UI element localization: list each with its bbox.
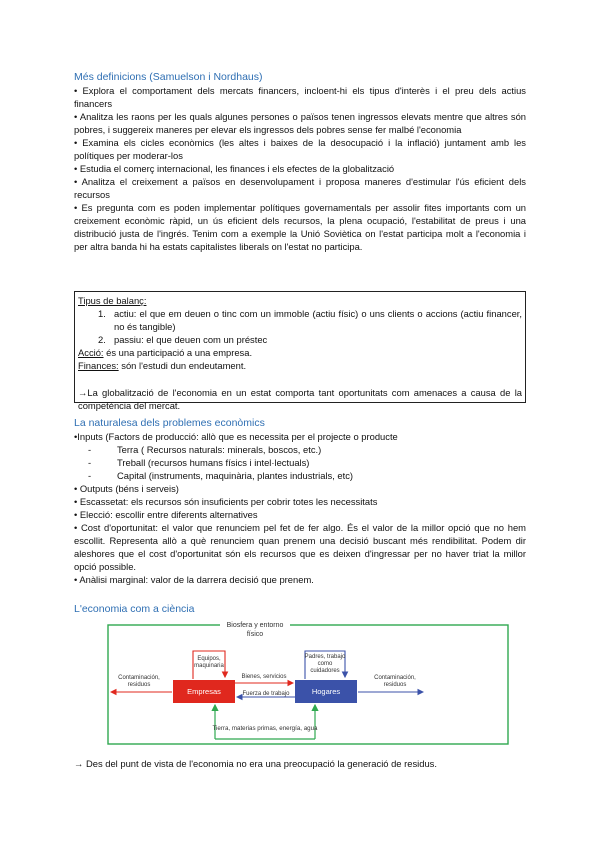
inputs-item: •Inputs (Factors de producció: allò que es necessita per el projecte o producte [74,431,398,442]
contaminacion-left-label-2: residuos [127,682,151,688]
bullet-item: • Elecció: escollir entre diferents alternatives [74,509,258,520]
box-title: Tipus de balanç: [78,295,147,306]
section-title-definitions: Més definicions (Samuelson i Nordhaus) [74,71,263,83]
factor-text: Capital (instruments, maquinària, plantes industrials, etc) [117,470,354,481]
box-note: →La globalització de l'economia en un estat comporta tant oportunitats com amenaces a causa de la competència del mercat. [78,387,522,411]
accio-label: Acció: [78,347,104,358]
factor-item: - Capital (instruments, maquinària, plantes industrials, etc) [88,470,354,481]
maquinaria-label: maquinaria [194,663,224,669]
box-list-item [78,307,522,333]
definition-item: • Analitza el creixement a països en desenvolupament i proposa maneres d'estimular l'ús eficient dels recursos [74,176,526,200]
tierra-label: Tierra, materias primas, energía, agua [212,725,318,732]
contaminacion-right-label-2: residuos [383,682,407,688]
economy-flow-diagram [84,617,536,747]
biosphere-label-2: físico [246,631,264,638]
definition-item: • Examina els cicles econòmics (les altes i baixes de la desocupació i la inflació) juntament amb les polítiques per moderar-los [74,137,526,161]
box-list-item [78,333,522,346]
equipos-label: Equipos, [197,656,221,662]
box-list-text: passiu: el que deuen com un préstec [114,334,268,345]
factor-item: - Terra ( Recursos naturals: minerals, boscos, etc.) [88,444,322,455]
bullet-item: • Anàlisi marginal: valor de la darrera decisió que prenem. [74,574,314,585]
bullet-item: • Cost d'oportunitat: el valor que renunciem pel fet de fer algo. És el valor de la millor opció que no hem escollit. Representa allò a què renunciem quan prenem una decisió buscant més rendibilitat. Podem dir aleshores que el cost d'oportunitat són els recursos que es deixen d'ingressar per no haver triat la millor opció possible. [74,522,526,572]
padres-label-3: cuidadores [310,668,340,674]
empresas-label: Empresas [187,687,221,696]
padres-label-2: como [317,661,333,667]
definition-item: • Estudia el comerç internacional, les finances i els efectes de la globalització [74,163,395,174]
biosphere-label: Biosfera y entorno [226,622,284,629]
bullet-item: • Escassetat: els recursos són insuficients per cobrir totes les necessitats [74,496,378,507]
box-list-number: 2. [98,334,106,345]
factor-text: Treball (recursos humans físics i intel·lectuals) [117,457,310,468]
fuerza-label: Fuerza de trabajo [242,691,290,697]
bullet-item: • Outputs (béns i serveis) [74,483,179,494]
factor-item: - Treball (recursos humans físics i intel·lectuals) [88,457,310,468]
box-finances-line [78,359,522,372]
contaminacion-right-label-1: Contaminación, [374,675,416,681]
definitions-list [74,84,526,253]
section-title-science: L'economia com a ciència [74,603,195,615]
definition-item: • Es pregunta com es poden implementar polítiques governamentals per assolir fites importants com un creixement econòmic ràpid, un ús eficient dels recursos, la plena ocupació, l'estabilitat de preus i una distribució justa de l'ingrés. Tenim com a exemple la Unió Soviètica on l'estat participa molt a l'economia i per altra banda hi ha estats capitalistes liberals on l'estat no participa. [74,202,526,252]
finances-text: són l'estudi dun endeutament. [118,360,247,371]
problems-list [74,430,526,586]
hogares-label: Hogares [311,687,341,696]
factor-text: Terra ( Recursos naturals: minerals, boscos, etc.) [117,444,322,455]
section-title-problems: La naturalesa dels problemes econòmics [74,417,265,429]
accio-text: és una participació a una empresa. [103,347,253,358]
box-list-number: 1. [98,308,106,319]
science-note: → Des del punt de vista de l'economia no era una preocupació la generació de residus. [74,758,437,769]
box-list-text: actiu: el que em deuen o tinc com un immoble (actiu físic) o uns clients o accions (actiu financer, no és tangible) [114,308,522,332]
bienes-label: Bienes, servicios [241,674,287,680]
finances-label: Finances: [78,360,119,371]
definition-item: • Explora el comportament dels mercats financers, incloent-hi els tipus d'interès i el preu dels actius financers [74,85,526,109]
contaminacion-left-label-1: Contaminación, [118,675,160,681]
box-accio-line [78,346,522,359]
definition-item: • Analitza les raons per les quals algunes persones o països tenen ingressos elevats mentre que altres són pobres, i suggereix maneres per elevar els ingressos dels pobres sense fer malbé l'economia [74,111,526,135]
padres-label-1: Padres, trabajo [304,654,346,660]
balance-box [74,291,526,411]
